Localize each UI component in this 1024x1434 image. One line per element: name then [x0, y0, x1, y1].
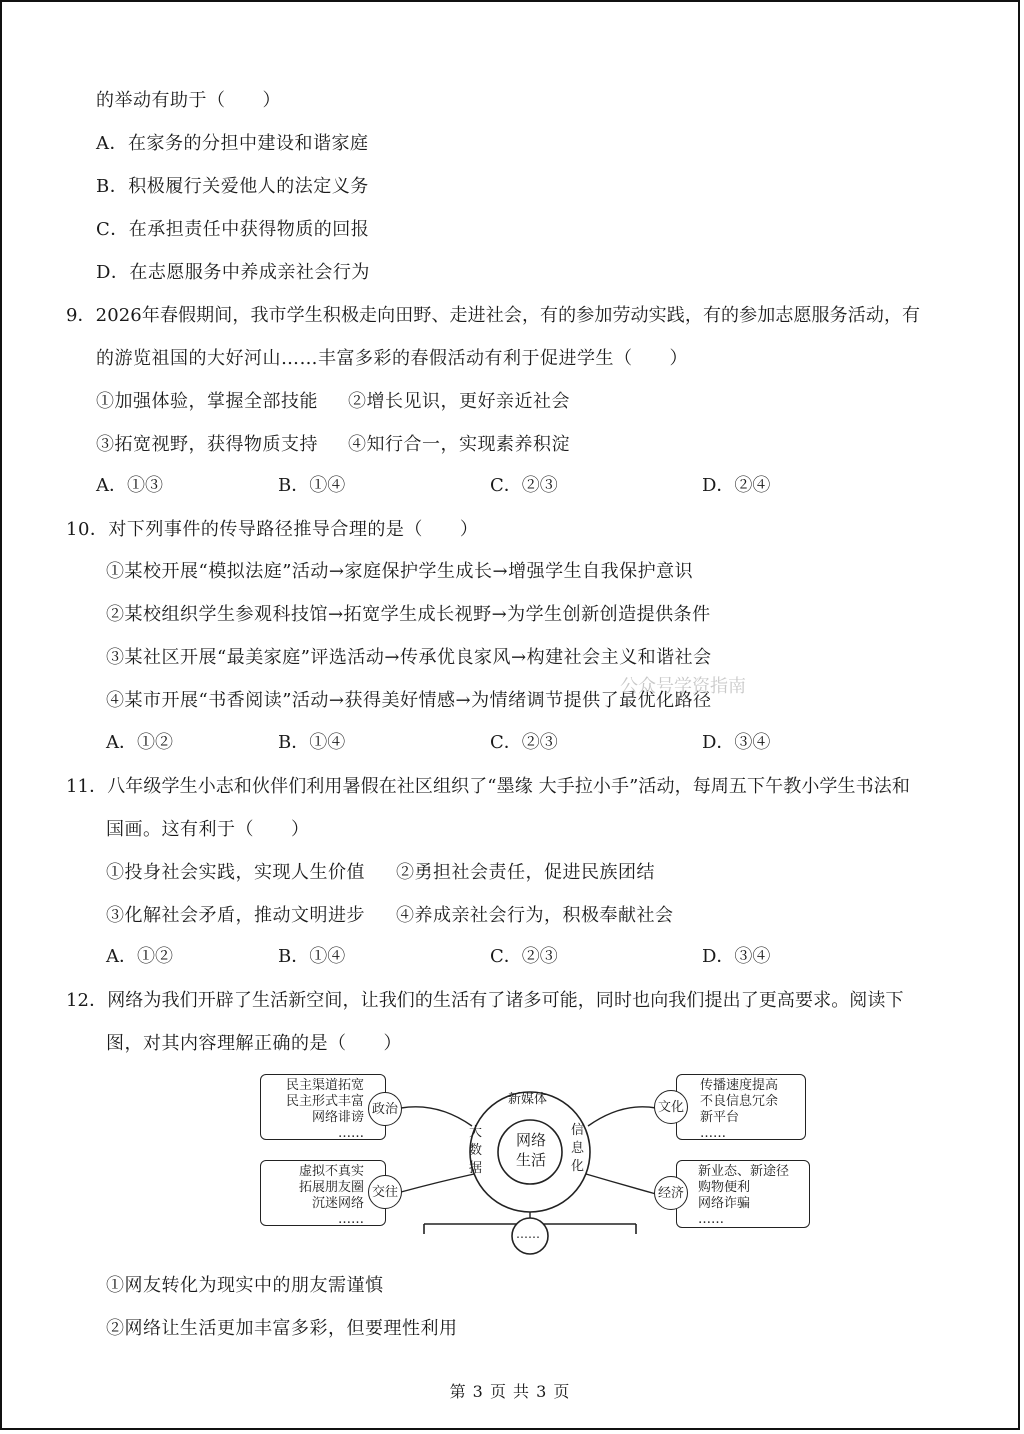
q11-answer-a: A．①②: [106, 946, 173, 967]
q11-stem-line2: 国画。这有利于（ ）: [106, 819, 310, 840]
economy-line-4: ……: [698, 1212, 724, 1227]
politics-line-2: 民主形式丰富: [285, 1094, 364, 1109]
q9-answer-a: A．①③: [96, 475, 163, 496]
q10-answer-d: D．③④: [702, 732, 771, 753]
q12-stem-line1: 12．网络为我们开辟了生活新空间，让我们的生活有了诸多可能，同时也向我们提出了更高要求。阅读下: [66, 990, 904, 1011]
economy-line-3: 网络诈骗: [698, 1196, 751, 1211]
culture-label: 文化: [654, 1090, 688, 1124]
q10-stem: 10．对下列事件的传导路径推导合理的是（ ）: [66, 519, 479, 540]
q9-answer-c: C．②③: [490, 475, 558, 496]
q8-stem-tail: 的举动有助于（ ）: [96, 90, 281, 111]
politics-line-1: 民主渠道拓宽: [285, 1078, 364, 1093]
politics-line-4: ……: [338, 1126, 364, 1141]
ring-right-char-2: 息: [571, 1141, 585, 1156]
q12-item-2: ②网络让生活更加丰富多彩，但要理性利用: [106, 1318, 458, 1339]
bottom-ellipsis: ……: [516, 1227, 540, 1241]
ring-left-label: [469, 1124, 482, 1178]
q9-answer-d: D．②④: [702, 475, 771, 496]
social-line-4: ……: [338, 1212, 364, 1227]
economy-lines: [698, 1164, 789, 1228]
q8-option-d: D．在志愿服务中养成亲社会行为: [96, 262, 370, 283]
ring-right-label: [571, 1122, 584, 1176]
economy-line-1: 新业态、新途径: [698, 1164, 790, 1179]
q9-stem-line1: 9．2026年春假期间，我市学生积极走向田野、走进社会，有的参加劳动实践，有的参加志愿服务活动，有: [66, 305, 921, 326]
q11-stem-line1: 11．八年级学生小志和伙伴们利用暑假在社区组织了“墨缘 大手拉小手”活动，每周五下午教小学生书法和: [66, 776, 910, 797]
politics-lines: [264, 1078, 364, 1142]
q10-item-4: ④某市开展“书香阅读”活动→获得美好情感→为情绪调节提供了最优化路径: [106, 690, 712, 711]
social-line-2: 拓展朋友圈: [298, 1180, 364, 1195]
q12-stem-line2: 图，对其内容理解正确的是（ ）: [106, 1033, 402, 1054]
culture-line-2: 不良信息冗余: [700, 1094, 779, 1109]
q11-answer-b: B．①④: [278, 946, 346, 967]
culture-line-1: 传播速度提高: [700, 1078, 779, 1093]
q9-answer-b: B．①④: [278, 475, 346, 496]
q8-option-c: C．在承担责任中获得物质的回报: [96, 219, 370, 240]
q8-option-a: A．在家务的分担中建设和谐家庭: [96, 133, 369, 154]
center-label: [514, 1130, 548, 1170]
q10-answer-c: C．②③: [490, 732, 558, 753]
q11-item-1: ①投身社会实践，实现人生价值: [106, 862, 365, 883]
culture-line-4: ……: [700, 1126, 726, 1141]
q10-answer-b: B．①④: [278, 732, 346, 753]
q12-item-1: ①网友转化为现实中的朋友需谨慎: [106, 1275, 384, 1296]
q9-item-2: ②增长见识，更好亲近社会: [348, 391, 570, 412]
ring-top-label: 新媒体: [508, 1092, 548, 1107]
page-footer: 第 3 页 共 3 页: [449, 1382, 571, 1401]
network-life-diagram: [258, 1062, 814, 1262]
q11-item-3: ③化解社会矛盾，推动文明进步: [106, 905, 365, 926]
q10-item-2: ②某校组织学生参观科技馆→拓宽学生成长视野→为学生创新创造提供条件: [106, 604, 711, 625]
center-label-line2: 生活: [515, 1151, 546, 1169]
q8-option-b: B．积极履行关爱他人的法定义务: [96, 176, 369, 197]
q11-item-2: ②勇担社会责任，促进民族团结: [396, 862, 655, 883]
watermark: 公众号学资指南: [620, 676, 746, 697]
q9-stem-line2: 的游览祖国的大好河山……丰富多彩的春假活动有利于促进学生（ ）: [96, 348, 688, 369]
ring-right-char-1: 信: [571, 1123, 585, 1138]
politics-line-3: 网络诽谤: [311, 1110, 364, 1125]
q11-item-4: ④养成亲社会行为，积极奉献社会: [396, 905, 674, 926]
q10-item-3: ③某社区开展“最美家庭”评选活动→传承优良家风→构建社会主义和谐社会: [106, 647, 712, 668]
politics-label: 政治: [368, 1092, 402, 1126]
q10-answer-a: A．①②: [106, 732, 173, 753]
q10-item-1: ①某校开展“模拟法庭”活动→家庭保护学生成长→增强学生自我保护意识: [106, 561, 694, 582]
culture-line-3: 新平台: [700, 1110, 740, 1125]
center-label-line1: 网络: [515, 1131, 546, 1149]
q9-item-4: ④知行合一，实现素养积淀: [348, 434, 570, 455]
q9-item-1: ①加强体验，掌握全部技能: [96, 391, 318, 412]
ring-left-char-1: 大: [469, 1125, 483, 1140]
economy-label: 经济: [654, 1176, 688, 1210]
social-lines: [264, 1164, 364, 1228]
social-label: 交往: [368, 1175, 402, 1209]
ring-right-char-3: 化: [571, 1159, 585, 1174]
culture-lines: [700, 1078, 778, 1142]
economy-line-2: 购物便利: [698, 1180, 751, 1195]
ring-left-char-3: 据: [469, 1161, 483, 1176]
q9-item-3: ③拓宽视野，获得物质支持: [96, 434, 318, 455]
q11-answer-c: C．②③: [490, 946, 558, 967]
ring-left-char-2: 数: [469, 1143, 483, 1158]
social-line-3: 沉迷网络: [311, 1196, 364, 1211]
q11-answer-d: D．③④: [702, 946, 771, 967]
social-line-1: 虚拟不真实: [298, 1164, 364, 1179]
